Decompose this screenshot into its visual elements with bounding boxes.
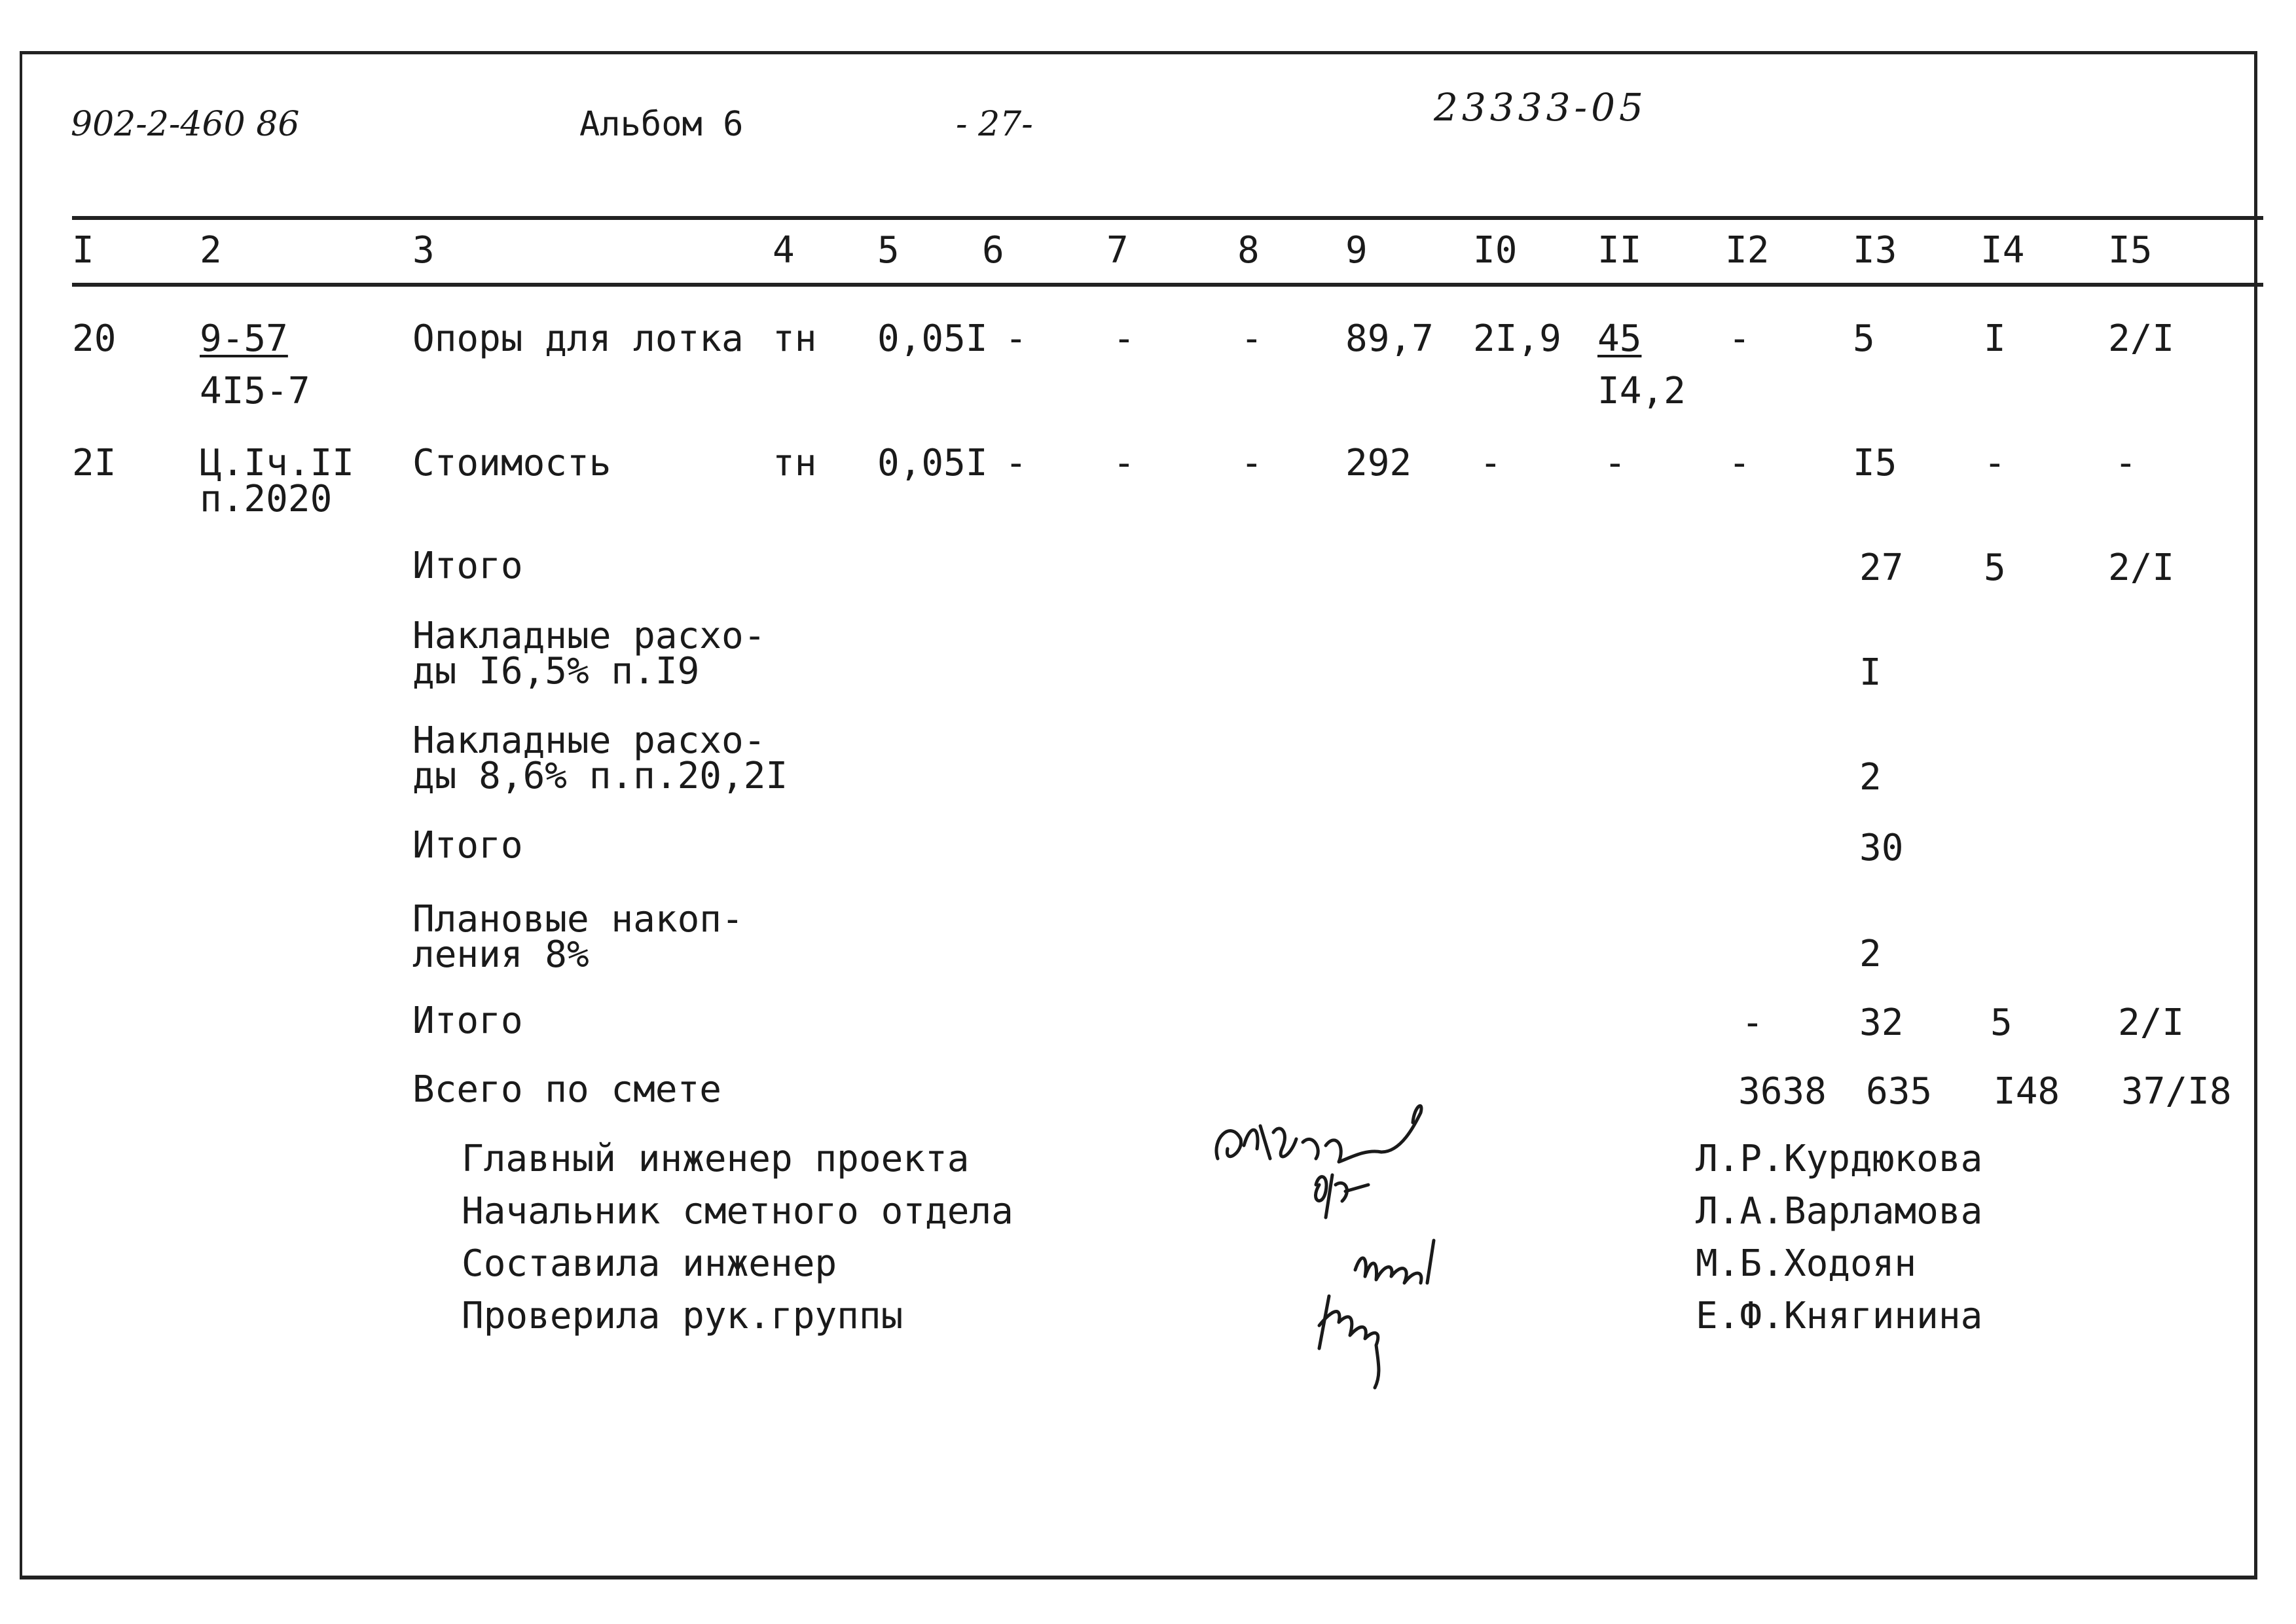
col8-value: - [1241, 442, 1263, 484]
summary-col13: 635 [1866, 1070, 1933, 1113]
col-13: I3 [1853, 229, 1897, 272]
col-10: I0 [1473, 229, 1518, 272]
col11-value: - [1604, 442, 1626, 484]
col-1: I [72, 229, 94, 272]
col-12: I2 [1725, 229, 1770, 272]
summary-label: Плановые накоп- ления 8% [412, 898, 744, 976]
col-5: 5 [877, 229, 900, 272]
album-label: Альбом 6 [579, 105, 744, 144]
summary-col14: I48 [1994, 1070, 2060, 1113]
signature-scribble [1216, 1106, 1421, 1162]
col-4: 4 [773, 229, 795, 272]
summary-col12: 3638 [1738, 1070, 1827, 1113]
norm-reference-sub: 4I5-7 [200, 370, 310, 412]
col-9: 9 [1345, 229, 1368, 272]
col8-value: - [1241, 317, 1263, 360]
col-6: 6 [982, 229, 1004, 272]
unit: тн [773, 317, 817, 360]
summary-col13: 2 [1859, 933, 1882, 975]
col15-value: 2/I [2108, 317, 2175, 360]
signature-role: Проверила рук.группы [462, 1295, 903, 1337]
unit: тн [773, 442, 817, 484]
col6-value: - [1005, 317, 1027, 360]
summary-col13: 32 [1859, 1001, 1904, 1044]
summary-col13: I [1859, 651, 1882, 694]
norm-reference-sub: п.2020 [200, 478, 333, 520]
page-number: - 27- [956, 105, 1033, 144]
row-number: 2I [72, 442, 117, 484]
col12-value: - [1728, 442, 1751, 484]
signature-name: Л.Р.Курдюкова [1696, 1138, 1983, 1180]
summary-label: Итого [412, 824, 523, 867]
col14-value: I [1984, 317, 2006, 360]
col12-value: - [1728, 317, 1751, 360]
col10-value: 2I,9 [1473, 317, 1561, 360]
summary-col15: 37/I8 [2121, 1070, 2232, 1113]
quantity: 0,05I [877, 442, 988, 484]
col11-subvalue: I4,2 [1597, 370, 1686, 412]
inventory-number: 23333-05 [1434, 85, 1647, 130]
col11-value: 45 [1597, 317, 1642, 360]
col13-value: 5 [1853, 317, 1875, 360]
col10-value: - [1480, 442, 1502, 484]
top-rule [72, 216, 2263, 220]
summary-col14: 5 [1990, 1001, 2013, 1044]
signature-name: Л.А.Варламова [1696, 1190, 1983, 1233]
col-11: II [1597, 229, 1642, 272]
col6-value: - [1005, 442, 1027, 484]
signature-name: М.Б.Ходоян [1696, 1242, 1917, 1285]
norm-reference: Ц.Iч.II [200, 442, 355, 484]
summary-label: Всего по смете [412, 1068, 722, 1111]
col-7: 7 [1106, 229, 1129, 272]
signature-scribble [1316, 1175, 1368, 1218]
page-frame [20, 51, 2257, 1579]
summary-col14: 5 [1984, 547, 2006, 589]
item-name: Опоры для лотка [412, 317, 744, 360]
col7-value: - [1113, 442, 1135, 484]
summary-col12: - [1741, 1001, 1764, 1044]
row-number: 20 [72, 317, 117, 360]
col9-value: 89,7 [1345, 317, 1434, 360]
summary-col15: 2/I [2118, 1001, 2185, 1044]
signature-role: Составила инженер [462, 1242, 837, 1285]
col-2: 2 [200, 229, 222, 272]
summary-label: Накладные расхо- ды 8,6% п.п.20,2I [412, 719, 788, 797]
summary-label: Итого [412, 1000, 523, 1042]
column-header-rule [72, 283, 2263, 287]
signature-role: Главный инженер проекта [462, 1138, 970, 1180]
col9-value: 292 [1345, 442, 1412, 484]
col14-value: - [1984, 442, 2006, 484]
col15-value: - [2115, 442, 2137, 484]
col-8: 8 [1237, 229, 1260, 272]
col-3: 3 [412, 229, 435, 272]
signature-scribble [1319, 1296, 1379, 1388]
doc-code: 902-2-460 86 [71, 105, 300, 144]
col-14: I4 [1980, 229, 2025, 272]
col-15: I5 [2108, 229, 2153, 272]
signature-name: Е.Ф.Княгинина [1696, 1295, 1983, 1337]
summary-col15: 2/I [2108, 547, 2175, 589]
summary-col13: 2 [1859, 756, 1882, 799]
signature-scribble [1355, 1240, 1434, 1283]
norm-reference: 9-57 [200, 317, 288, 360]
signature-role: Начальник сметного отдела [462, 1190, 1013, 1233]
summary-label: Накладные расхо- ды I6,5% п.I9 [412, 615, 766, 693]
col7-value: - [1113, 317, 1135, 360]
summary-col13: 27 [1859, 547, 1904, 589]
col13-value: I5 [1853, 442, 1897, 484]
summary-label: Итого [412, 545, 523, 587]
item-name: Стоимость [412, 442, 611, 484]
summary-col13: 30 [1859, 827, 1904, 869]
quantity: 0,05I [877, 317, 988, 360]
handwritten-signatures [1205, 1087, 1571, 1414]
